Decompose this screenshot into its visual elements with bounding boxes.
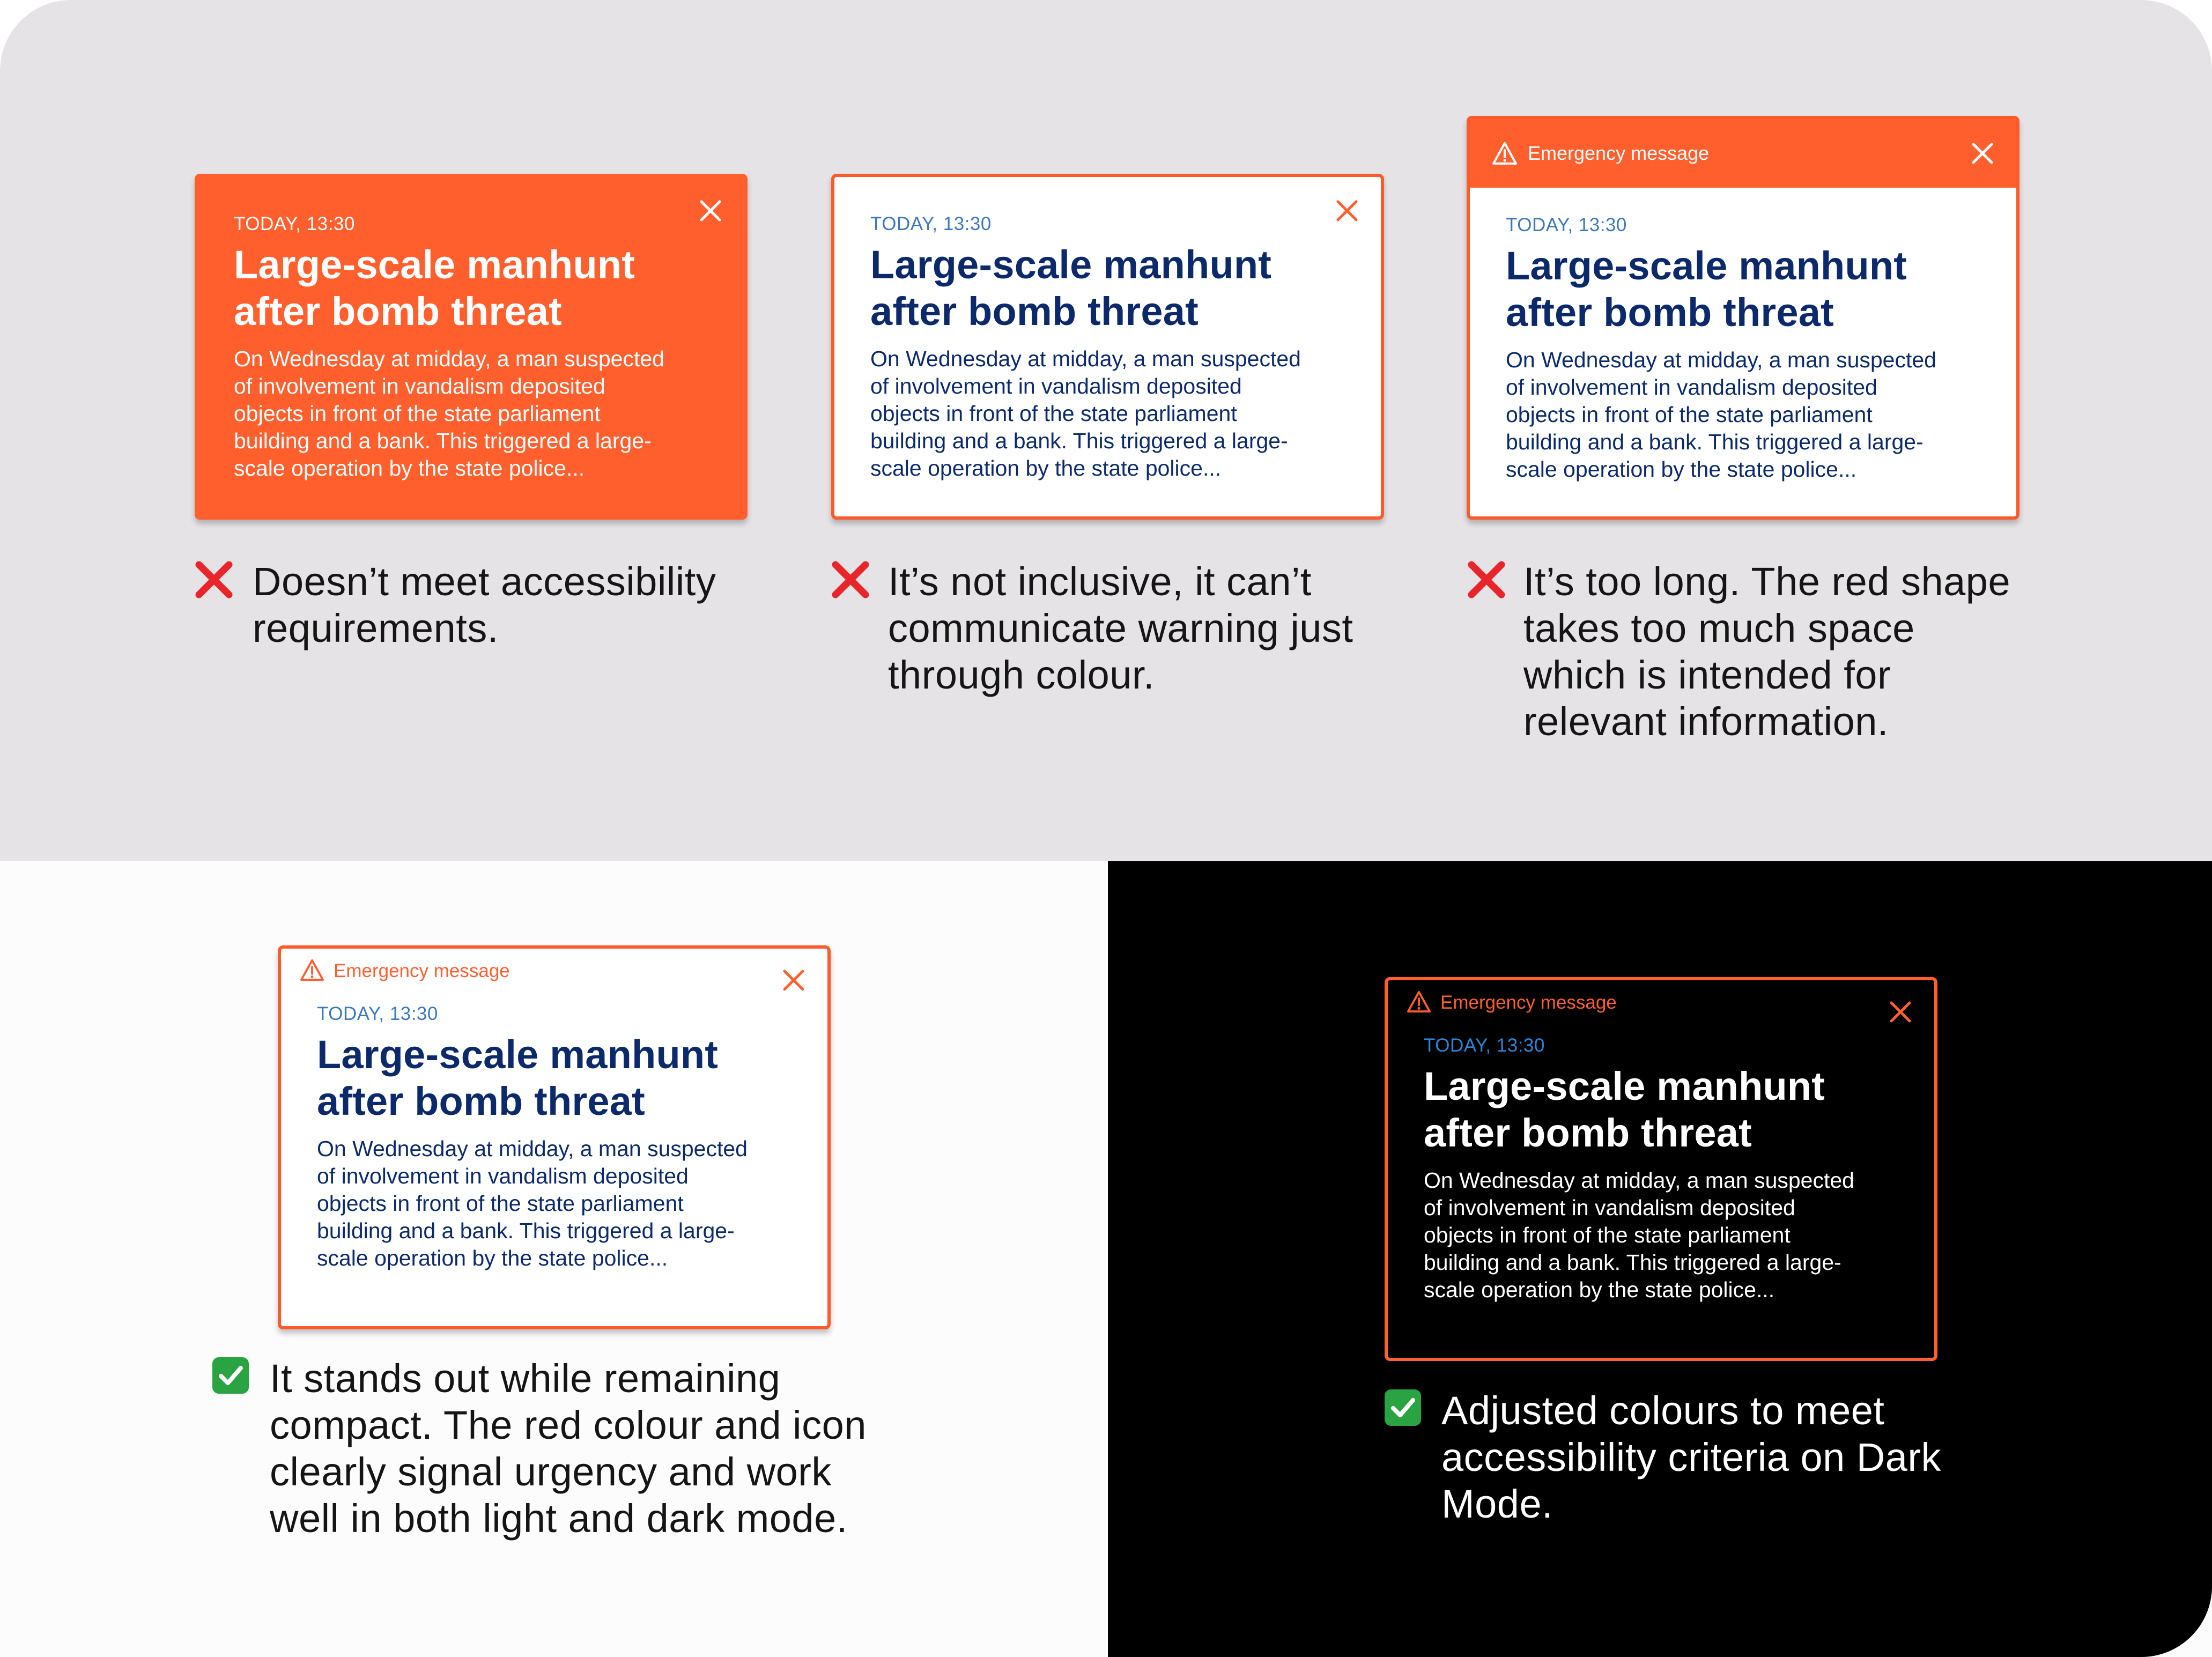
headline: Large-scale manhunt after bomb threat <box>1506 243 1907 335</box>
body-text: On Wednesday at midday, a man suspected of involvement in vandalism deposited objects in front of the state parliament building and a bank. This triggered a large- scale operation by the state police... <box>234 346 664 480</box>
timestamp: TODAY, 13:30 <box>234 213 355 234</box>
close-icon[interactable] <box>1969 140 1996 167</box>
green-check-mark-icon <box>212 1357 249 1394</box>
notification-card-outlined <box>831 174 1384 520</box>
emergency-label: Emergency message <box>1440 992 1617 1013</box>
notification-card-solid <box>195 174 748 520</box>
body-text: On Wednesday at midday, a man suspected of involvement in vandalism deposited objects in front of the state parliament building and a bank. This triggered a large- scale operation by the state police... <box>1506 347 1936 482</box>
notification-card-inline-dark <box>1385 977 1937 1361</box>
body-text: On Wednesday at midday, a man suspected of involvement in vandalism deposited objects in front of the state parliament building and a bank. This triggered a large- scale operation by the state police... <box>317 1136 748 1270</box>
caption-good-light: It stands out while remaining compact. The red colour and icon clearly signal urgency and work well in both light and dark mode. <box>270 1356 867 1541</box>
notification-card-inline-light <box>278 945 831 1329</box>
caption-bad-1: Doesn’t meet accessibility requirements. <box>253 559 716 650</box>
caption-bad-3: It’s too long. The red shape takes too much space which is intended for relevant information. <box>1523 559 2011 744</box>
body-text: On Wednesday at midday, a man suspected of involvement in vandalism deposited objects in front of the state parliament building and a bank. This triggered a large- scale operation by the state police... <box>870 346 1301 480</box>
timestamp: TODAY, 13:30 <box>870 213 992 234</box>
red-cross-mark-icon <box>831 560 870 600</box>
emergency-label: Emergency message <box>1528 142 1710 164</box>
warning-triangle-icon <box>299 958 325 982</box>
headline: Large-scale manhunt after bomb threat <box>317 1032 719 1123</box>
red-cross-mark-icon <box>1467 560 1506 600</box>
caption-good-dark: Adjusted colours to meet accessibility criteria on Dark Mode. <box>1441 1388 1942 1526</box>
green-check-mark-icon <box>1385 1389 1421 1426</box>
emergency-label: Emergency message <box>334 960 510 981</box>
emergency-banner <box>1470 119 2016 188</box>
notification-card-banner <box>1467 116 2019 520</box>
timestamp: TODAY, 13:30 <box>317 1003 438 1024</box>
warning-triangle-icon <box>1491 141 1518 166</box>
emergency-header <box>1388 980 1934 1014</box>
headline: Large-scale manhunt after bomb threat <box>234 242 635 334</box>
headline: Large-scale manhunt after bomb threat <box>870 242 1272 334</box>
body-text: On Wednesday at midday, a man suspected of involvement in vandalism deposited objects in front of the state parliament building and a bank. This triggered a large- scale operation by the state police... <box>1424 1168 1854 1302</box>
timestamp: TODAY, 13:30 <box>1506 214 1627 235</box>
close-icon[interactable] <box>697 197 724 224</box>
headline: Large-scale manhunt after bomb threat <box>1424 1064 1825 1155</box>
emergency-header <box>281 949 827 982</box>
warning-triangle-icon <box>1406 990 1432 1014</box>
red-cross-mark-icon <box>194 560 234 600</box>
close-icon[interactable] <box>1334 197 1360 224</box>
timestamp: TODAY, 13:30 <box>1424 1035 1545 1056</box>
caption-bad-2: It’s not inclusive, it can’t communicate warning just through colour. <box>888 559 1353 697</box>
